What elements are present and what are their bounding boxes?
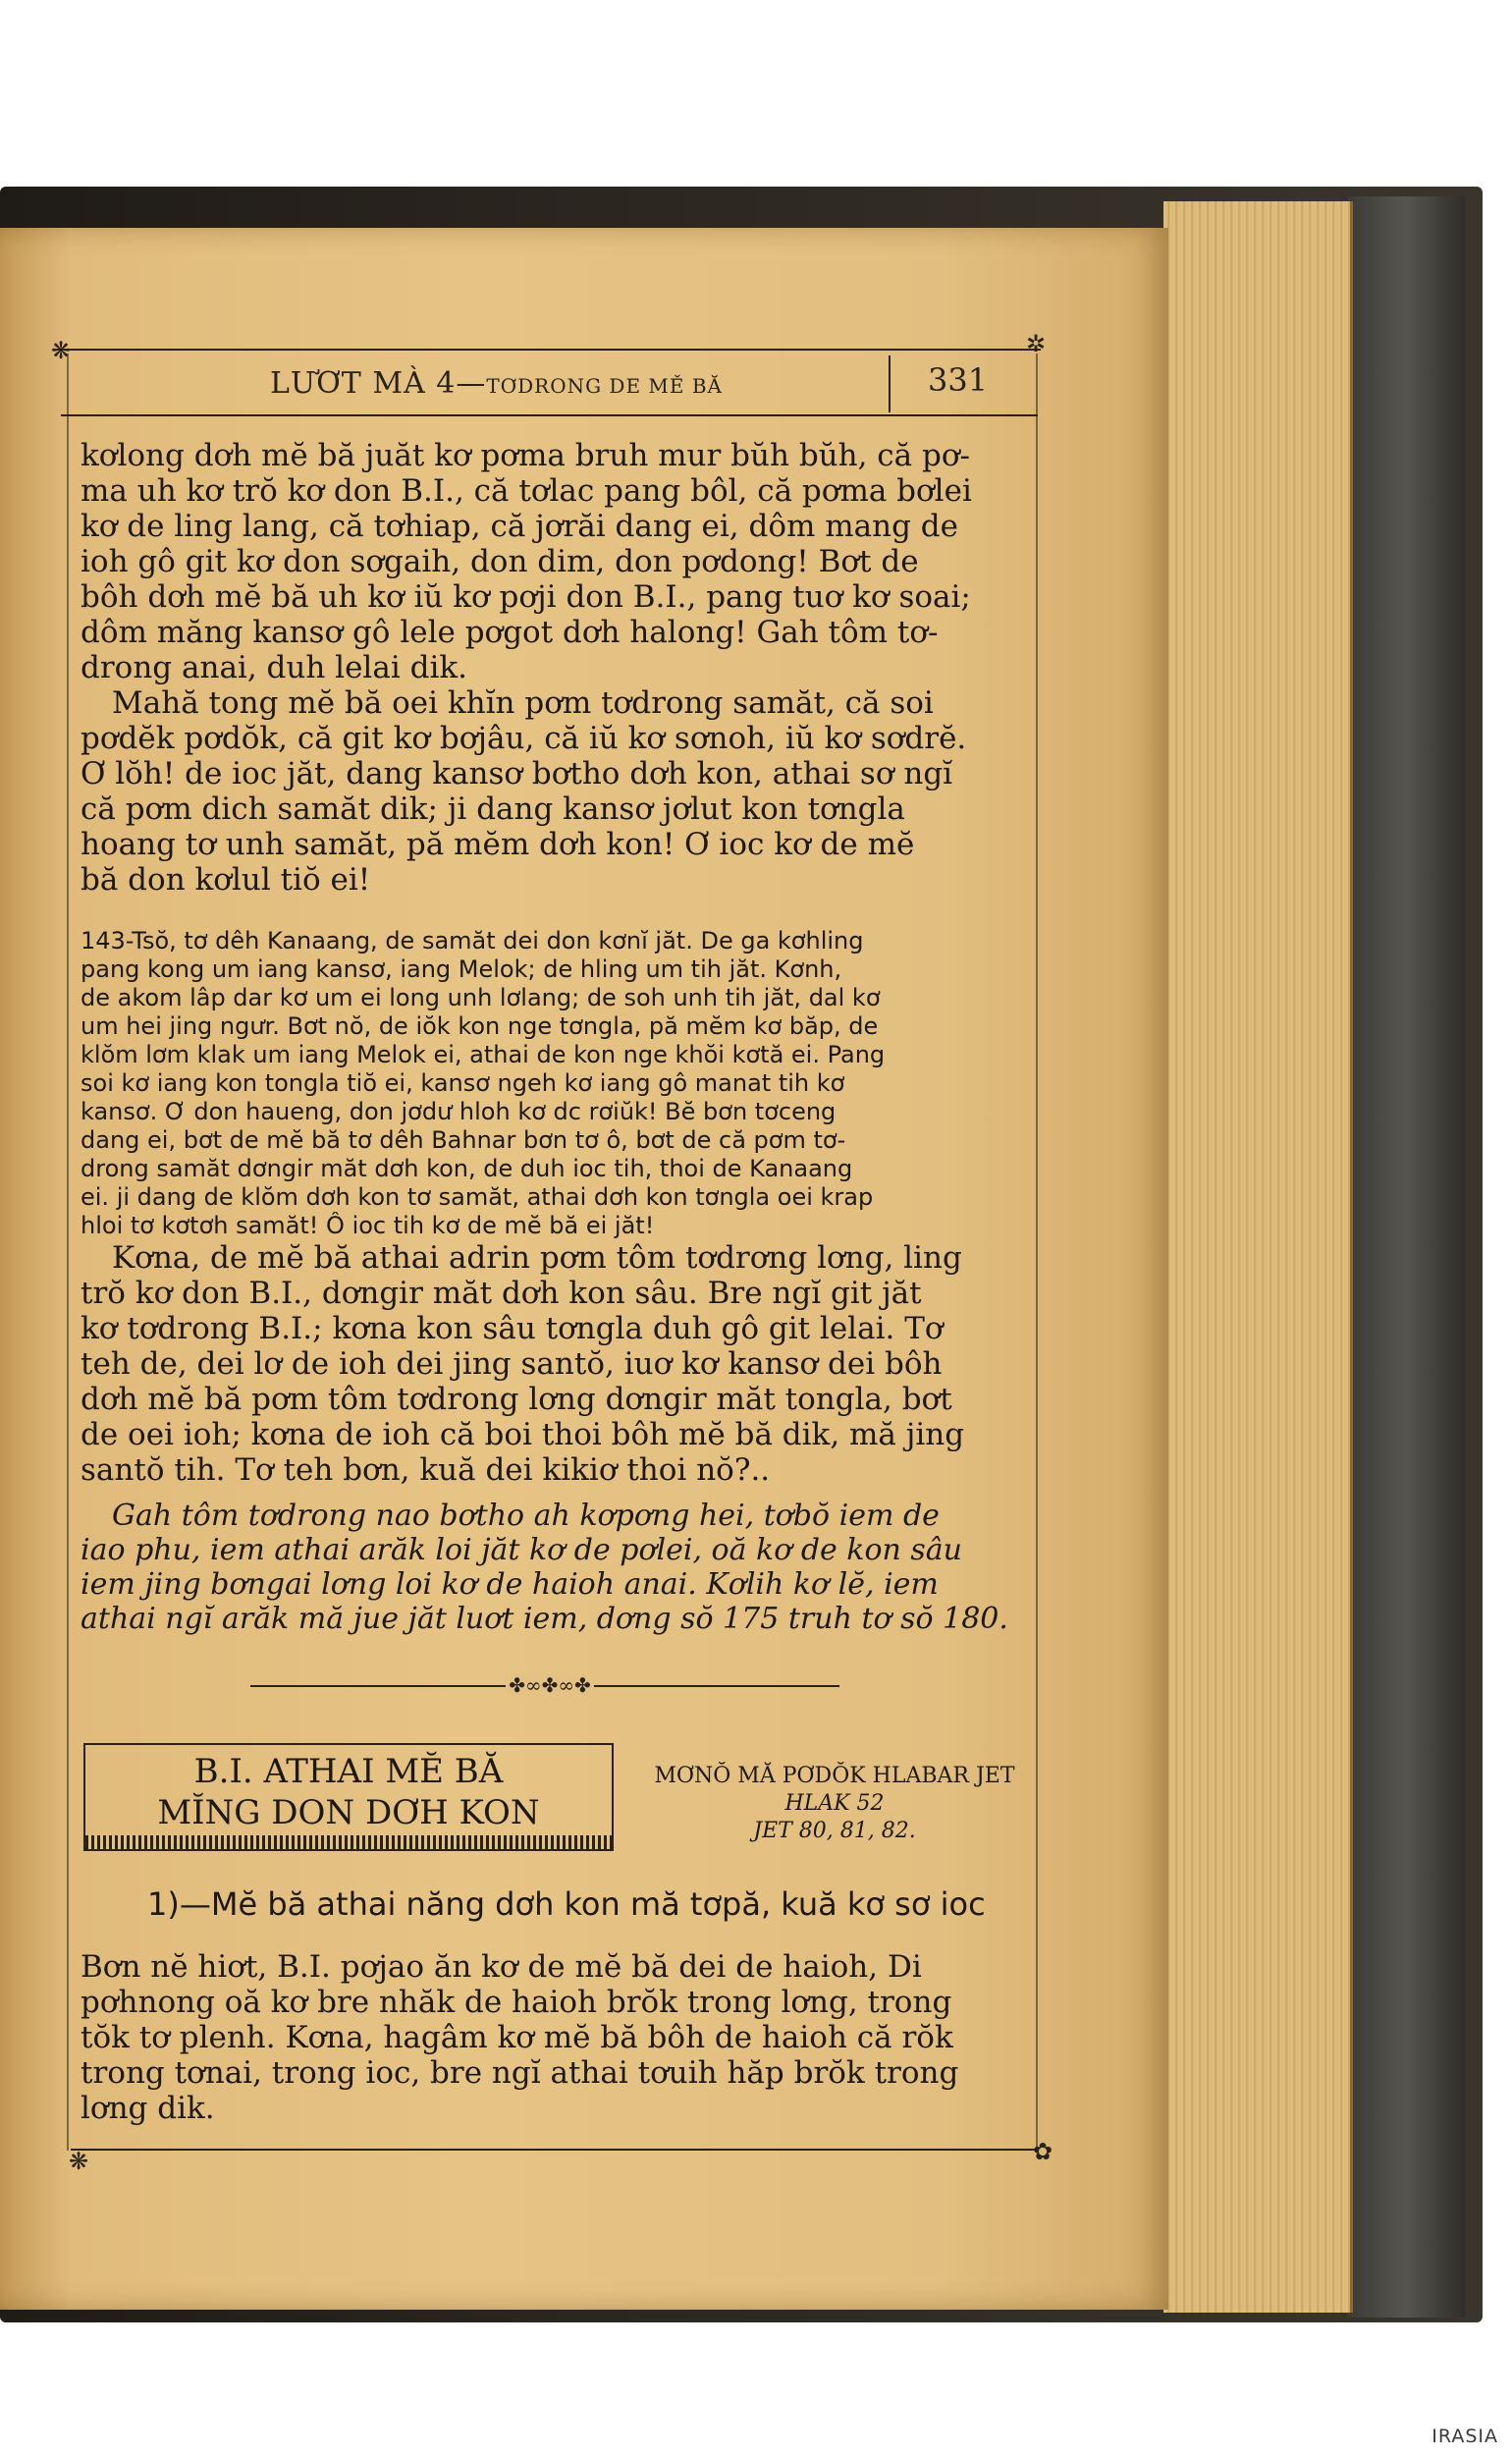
text-line: Gah tôm tơdrong nao bơtho ah kơpơng hei, tơbŏ iem de [112,1499,940,1533]
reference-line-3: JET 80, 81, 82. [753,1819,916,1843]
text-line: kơ tơdrong B.I.; kơna kon sâu tơngla duh gô git lelai. Tơ [81,1311,944,1346]
page-left-border [67,354,69,2151]
paragraph-5-italic-note [81,1499,1028,1636]
watermark: IRASIA [1431,2426,1498,2447]
text-line: hoang tơ unh samăt, pă mĕm dơh kon! Ơ ioc kơ de mĕ [81,827,915,862]
text-line: drong samăt dơngir măt dơh kon, de duh ioc tih, thoi de Kanaang [81,1155,853,1182]
running-header-chapter: LƯƠT MÀ 4— [270,366,487,401]
text-line: soi kơ iang kon tongla tiŏ ei, kansơ ngeh kơ iang gô manat tih kơ [81,1069,845,1097]
corner-ornament-icon: ❋ [51,337,72,364]
page-edges [1163,201,1353,2313]
page-right-border [1036,354,1038,2151]
text-line: trong tơnai, trong ioc, bre ngĭ athai tơuih hăp brŏk trong [81,2055,959,2091]
text-line: tŏk tơ plenh. Kơna, hagâm kơ mĕ bă bôh de haioh că rŏk [81,2020,953,2055]
running-header [270,366,849,401]
text-line: teh de, dei lơ de ioh dei jing santŏ, iuơ kơ kansơ dei bôh [81,1346,943,1382]
text-line: bă don kơlul tiŏ ei! [81,862,371,898]
text-line: Ơ lŏh! de ioc jăt, dang kansơ bơtho dơh kon, athai sơ ngĭ [81,756,953,791]
title-box-decorative-bar [85,1835,612,1849]
text-line: Bơn nĕ hiơt, B.I. pơjao ăn kơ de mĕ bă dei de haioh, Di [81,1949,922,1985]
header-bottom-rule [61,414,1038,416]
text-line: de akom lâp dar kơ um ei long unh lơlang; de soh unh tih jăt, dal kơ [81,984,881,1011]
text-line: kơ de ling lang, că tơhiap, că jơrăi dang ei, dôm mang de [81,509,958,544]
text-line: kansơ. Ơ don haueng, don jơdư hloh kơ dc rơiŭk! Bĕ bơn tơceng [81,1098,837,1125]
section-title-line-2: MĬNG DON DƠH KON [157,1793,540,1832]
subheading: 1)—Mĕ bă athai năng dơh kon mă tơpă, kuă kơ sơ ioc [147,1885,986,1923]
corner-ornament-icon: ✲ [1026,330,1047,357]
header-divider [889,355,891,412]
section-reference [628,1763,1041,1845]
text-line: ioh gô git kơ don sơgaih, don dim, don pơdong! Bơt de [81,544,919,579]
text-line: um hei jing ngưr. Bơt nŏ, de iŏk kon nge tơngla, pă mĕm kơ băp, de [81,1012,879,1040]
text-line: trŏ kơ don B.I., dơngir măt dơh kon sâu. Bre ngĭ git jăt [81,1276,922,1311]
corner-ornament-icon: ✿ [1033,2138,1053,2165]
text-line: dơh mĕ bă pơm tôm tơdrong lơng dơngir măt tongla, bơt [81,1382,952,1417]
paragraph-2 [81,685,1028,898]
section-title-box [83,1743,614,1851]
text-line: klŏm lơm klak um iang Melok ei, athai de kon nge khŏi kơtă ei. Pang [81,1041,886,1068]
book-spine-edge [1347,196,1465,2318]
paragraph-4 [81,1240,1028,1488]
section-title-line-1: B.I. ATHAI MĔ BĂ [193,1752,504,1791]
text-line: lơng dik. [81,2091,215,2126]
text-line: de oei ioh; kơna de ioh că boi thoi bôh mĕ bă dik, mă jing [81,1417,965,1452]
text-line: că pơm dich samăt dik; ji dang kansơ jơlut kon tơngla [81,791,905,827]
section-divider-ornament [250,1675,839,1697]
page-number: 331 [928,361,989,399]
footer-rule [71,2149,1038,2151]
corner-ornament-icon: ❋ [69,2148,89,2175]
text-line: Mahă tong mĕ bă oei khĭn pơm tơdrong samăt, că soi [112,685,934,721]
flourish-icon: ✤∞✤∞✤ [506,1673,594,1695]
text-line: Kơna, de mĕ bă athai adrin pơm tôm tơdrơng lơng, ling [112,1240,962,1276]
text-line: bôh dơh mĕ bă uh kơ iŭ kơ pơji don B.I., pang tuơ kơ soai; [81,579,971,615]
running-header-title: TƠDRONG DE MĚ BĂ [486,374,723,398]
text-line: ma uh kơ trŏ kơ don B.I., că tơlac pang bôl, că pơma bơlei [81,473,972,509]
text-line: hloi tơ kơtơh samăt! Ô ioc tih kơ de mĕ bă ei jăt! [81,1212,655,1239]
text-line: dang ei, bơt de mĕ bă tơ dêh Bahnar bơn tơ ô, bơt de că pơm tơ- [81,1126,846,1154]
paragraph-3-small-print [81,927,1028,1240]
text-line: ei. ji dang de klŏm dơh kon tơ samăt, athai dơh kon tơngla oei krap [81,1183,874,1211]
text-line: athai ngĭ arăk mă jue jăt luơt iem, dơng sŏ 175 truh tơ sŏ 180. [81,1602,1008,1636]
text-line: drong anai, duh lelai dik. [81,650,467,685]
reference-line-2: HLAK 52 [784,1791,885,1816]
text-line: kơlong dơh mĕ bă juăt kơ pơma bruh mur bŭh bŭh, că pơ- [81,438,970,473]
text-line: santŏ tih. Tơ teh bơn, kuă dei kikiơ thoi nŏ?.. [81,1452,771,1488]
header-top-rule [54,349,1041,351]
text-line: iem jing bơngai lơng loi kơ de haioh anai. Kơlih kơ lĕ, iem [81,1567,939,1602]
text-line: 143-Tsŏ, tơ dêh Kanaang, de samăt dei don kơnĭ jăt. De ga kơhling [81,927,864,955]
paragraph-1 [81,438,1028,685]
text-line: pơhnong oă kơ bre nhăk de haioh brŏk trong lơng, trong [81,1985,952,2020]
text-line: pơdĕk pơdŏk, că git kơ bơjâu, că iŭ kơ sơnoh, iŭ kơ sơdrĕ. [81,721,967,756]
text-line: iao phu, iem athai arăk loi jăt kơ de pơlei, oă kơ de kon sâu [81,1533,963,1567]
text-line: dôm măng kansơ gô lele pơgot dơh halong! Gah tôm tơ- [81,615,939,650]
paragraph-6 [81,1949,1028,2126]
text-line: pang kong um iang kansơ, iang Melok; de hling um tih jăt. Kơnh, [81,955,842,983]
reference-line-1: MƠNŎ MĂ PƠDŎK HLABAR JET [654,1764,1015,1788]
